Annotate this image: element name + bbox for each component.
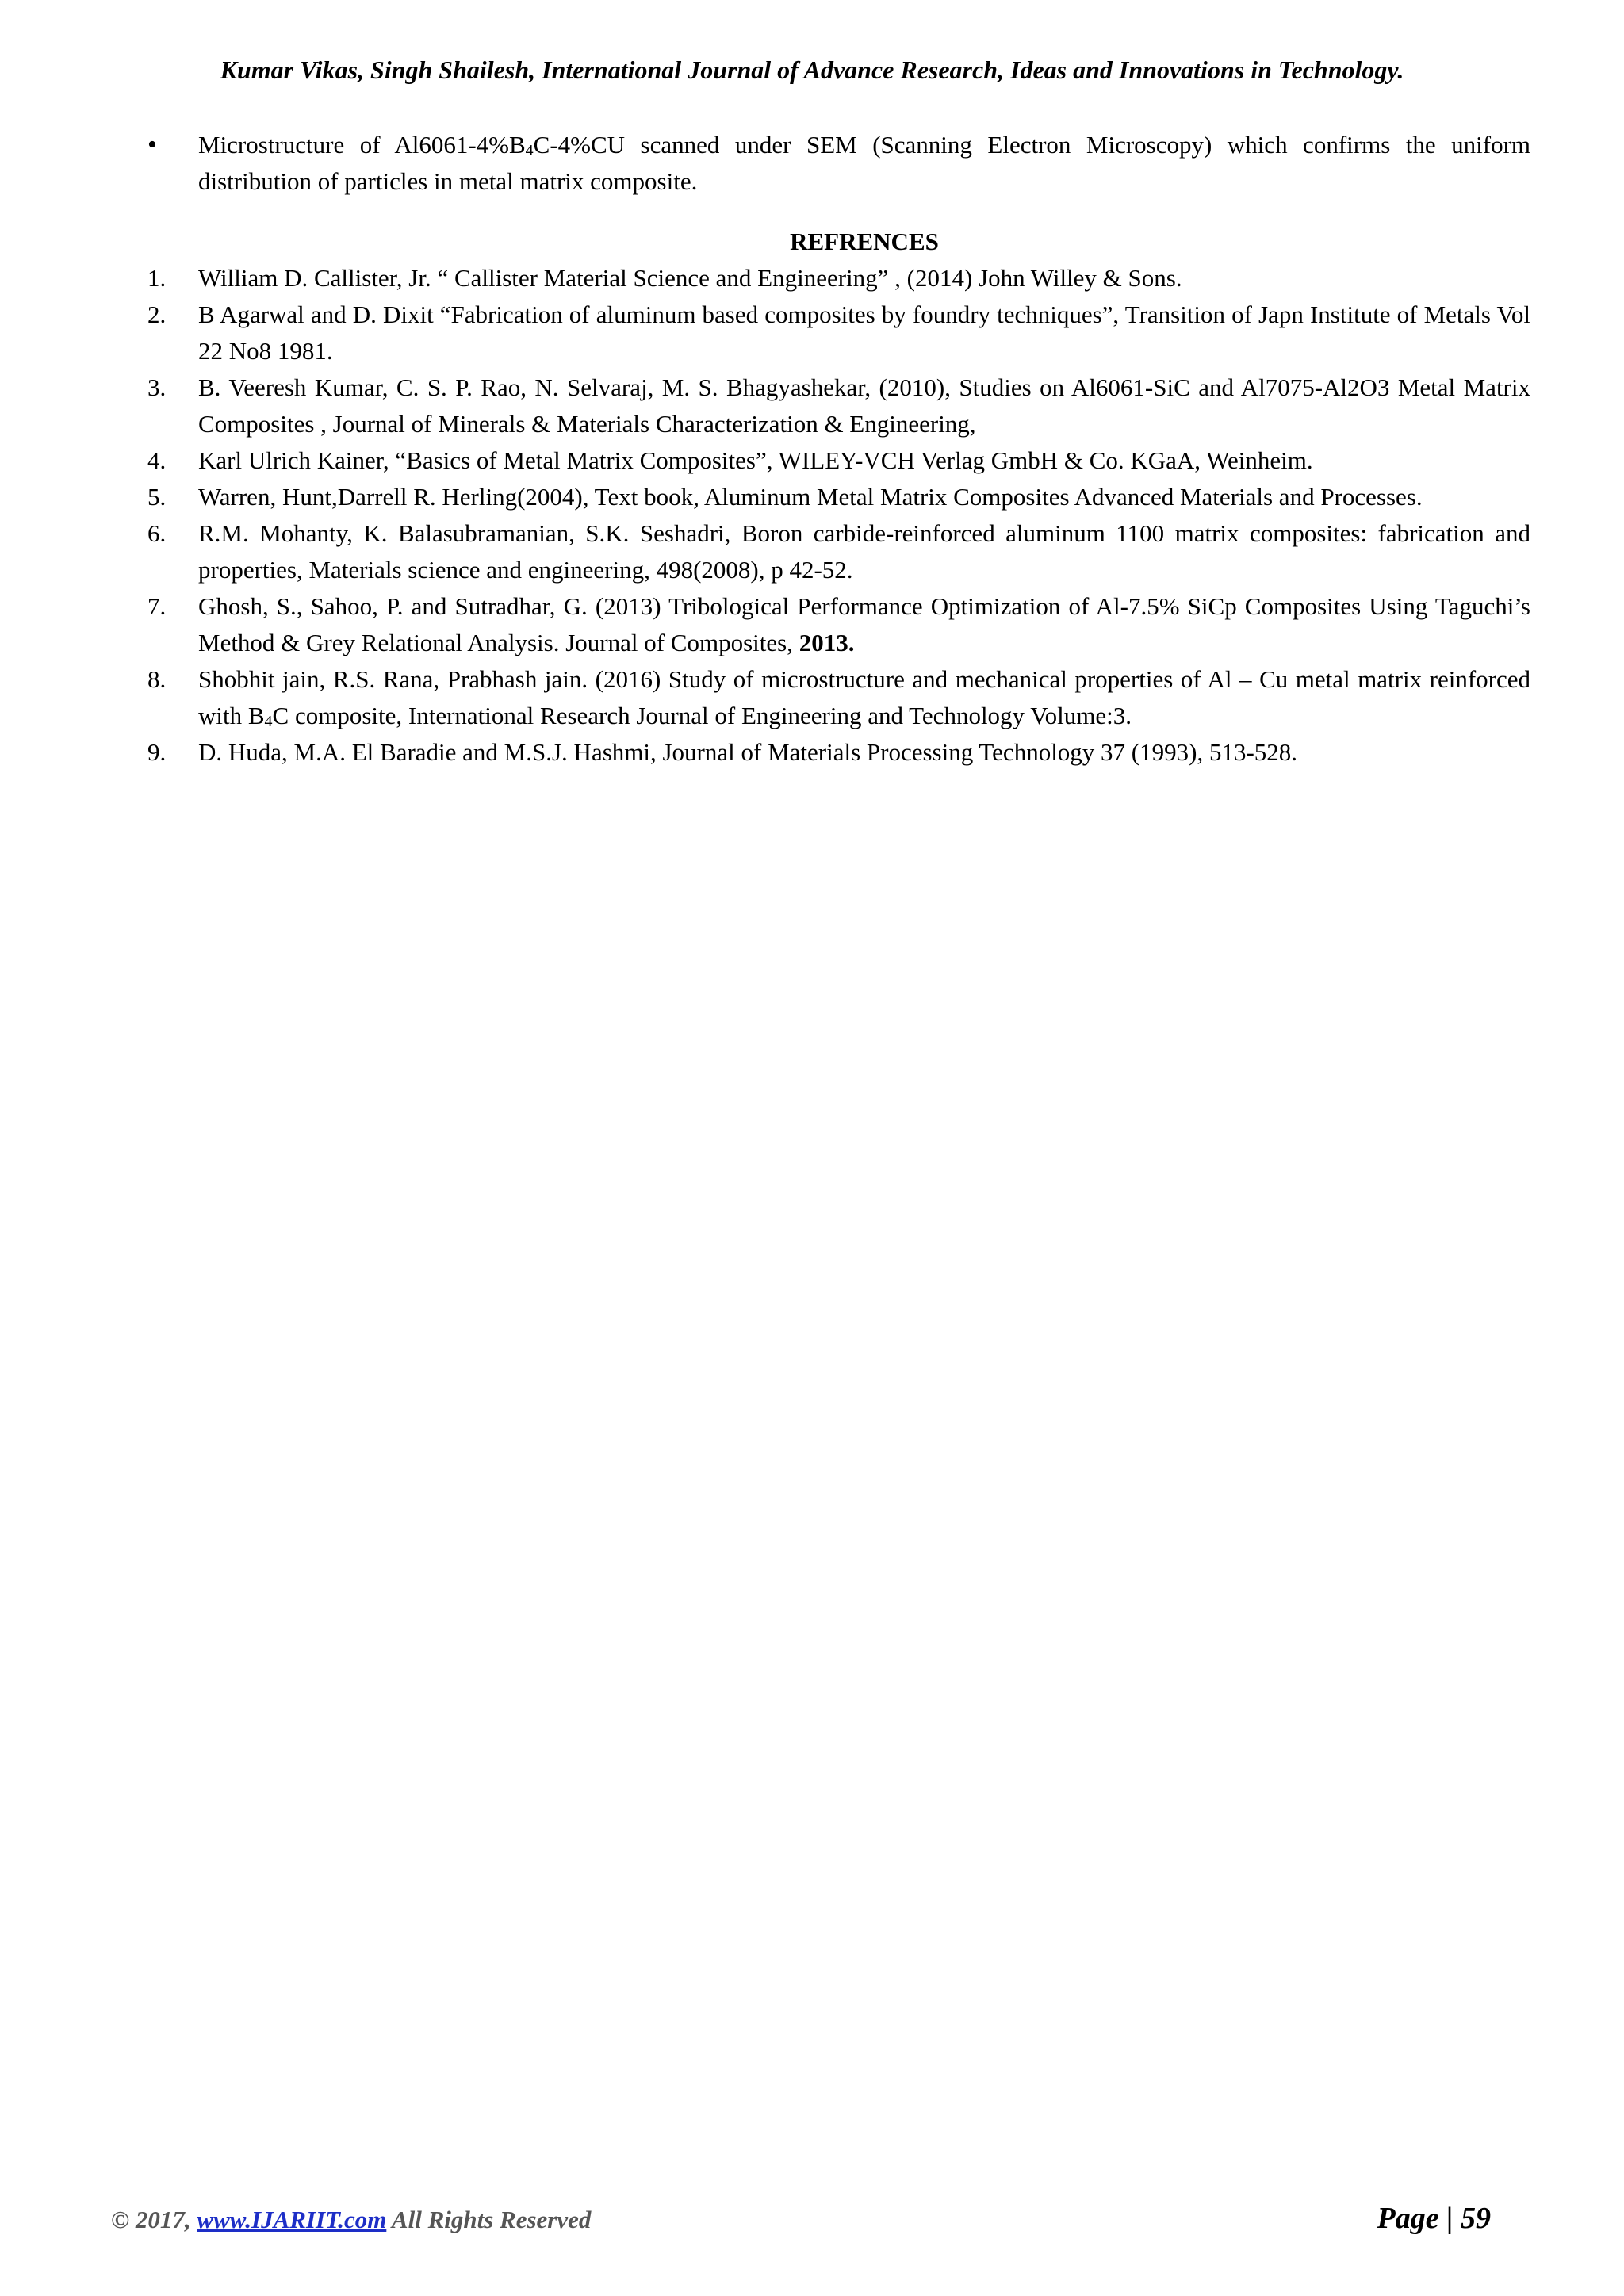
reference-text: William D. Callister, Jr. “ Callister Material Science and Engineering” , (2014) John Willey & Sons. <box>198 264 1182 292</box>
reference-text: Karl Ulrich Kainer, “Basics of Metal Matrix Composites”, WILEY-VCH Verlag GmbH & Co. KGaA, Weinheim. <box>198 446 1313 474</box>
reference-item <box>147 297 1530 369</box>
page-content <box>147 127 1530 771</box>
copyright-text: © 2017, <box>111 2206 197 2233</box>
reference-number: 5. <box>147 483 167 511</box>
page-number: Page | 59 <box>1377 2202 1491 2235</box>
reference-year-bold: 2013. <box>799 629 855 656</box>
reference-number: 4. <box>147 446 167 474</box>
reference-text-tail: C composite, International Research Journal of Engineering and Technology Volume:3. <box>272 702 1132 729</box>
reference-item <box>147 588 1530 661</box>
reference-item <box>147 515 1530 588</box>
reference-number: 3. <box>147 373 167 401</box>
reference-item <box>147 442 1530 479</box>
reference-item <box>147 479 1530 515</box>
reference-number: 6. <box>147 519 167 547</box>
reference-number: 2. <box>147 300 167 328</box>
subscript: 4 <box>264 713 273 730</box>
running-header: Kumar Vikas, Singh Shailesh, International Journal of Advance Research, Ideas and Innovations in Technology. <box>220 55 1404 84</box>
reference-item <box>147 734 1530 771</box>
reference-item <box>147 661 1530 734</box>
footer-copyright <box>111 2206 591 2234</box>
references-title: REFRENCES <box>790 228 939 255</box>
reference-number: 7. <box>147 592 167 620</box>
subscript: 4 <box>525 142 534 159</box>
reference-text: B Agarwal and D. Dixit “Fabrication of aluminum based composites by foundry techniques”, Transition of Japn Institute of Metals Vol 22 No8 1981. <box>198 300 1530 365</box>
bullet-text-part1: Microstructure of Al6061-4%B <box>198 131 526 159</box>
reference-item <box>147 369 1530 442</box>
reference-number: 9. <box>147 738 167 766</box>
bullet-text-part2: C-4%CU scanned under SEM (Scanning Electron Microscopy) which confirms the uniform distribution of particles in metal matrix composite. <box>198 131 1530 195</box>
reference-text: B. Veeresh Kumar, C. S. P. Rao, N. Selvaraj, M. S. Bhagyashekar, (2010), Studies on Al6061-SiC and Al7075-Al2O3 Metal Matrix Composites , Journal of Minerals & Materials Characterization & Engineering, <box>198 373 1530 438</box>
reference-number: 1. <box>147 264 167 292</box>
journal-link[interactable]: www.IJARIIT.com <box>197 2206 387 2233</box>
reference-number: 8. <box>147 665 167 693</box>
reference-item <box>147 260 1530 297</box>
bullet-icon <box>147 127 198 163</box>
reference-text: Ghosh, S., Sahoo, P. and Sutradhar, G. (2013) Tribological Performance Optimization of Al-7.5% SiCp Composites Using Taguchi’s Method & Grey Relational Analysis. Journal of Composites, <box>198 592 1530 656</box>
rights-text: All Rights Reserved <box>386 2206 592 2233</box>
bullet-item-microstructure <box>147 127 1530 200</box>
reference-text: R.M. Mohanty, K. Balasubramanian, S.K. Seshadri, Boron carbide-reinforced aluminum 1100 matrix composites: fabrication and properties, Materials science and engineering, 498(2008), p 42-52. <box>198 519 1530 584</box>
reference-text: Shobhit jain, R.S. Rana, Prabhash jain. (2016) Study of microstructure and mechanical properties of Al – Cu metal matrix reinforced with B <box>198 665 1530 729</box>
reference-text: Warren, Hunt,Darrell R. Herling(2004), Text book, Aluminum Metal Matrix Composites Advanced Materials and Processes. <box>198 483 1423 511</box>
reference-text: D. Huda, M.A. El Baradie and M.S.J. Hashmi, Journal of Materials Processing Technology 37 (1993), 513-528. <box>198 738 1298 766</box>
